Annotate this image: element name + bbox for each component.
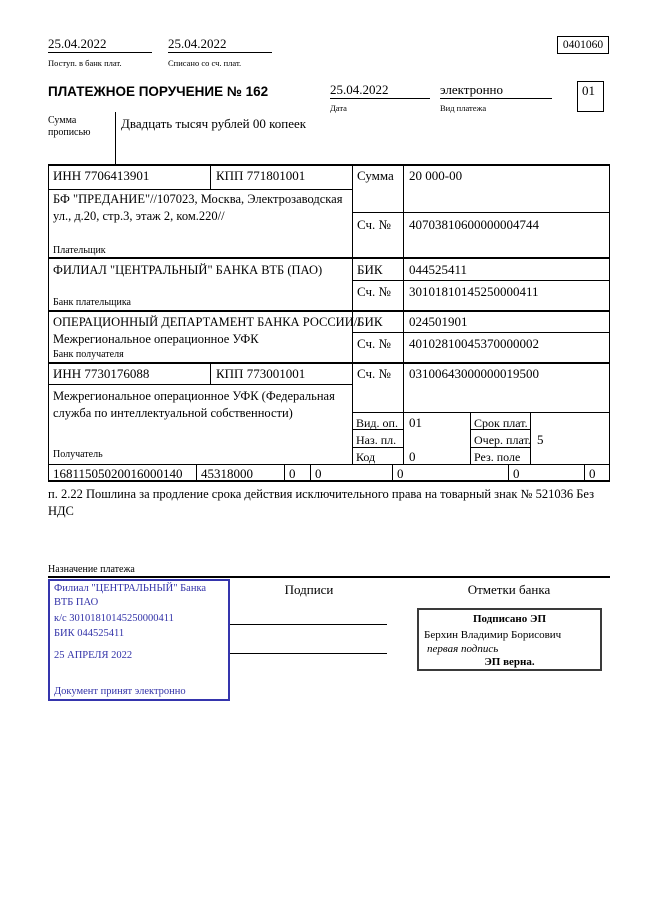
amount-in-words-label: Сумма прописью — [48, 115, 91, 138]
oktmo-code: 45318000 — [201, 466, 253, 481]
beneficiary-inn: ИНН 7730176088 — [53, 366, 150, 381]
kbk-code: 16811505020016000140 — [53, 466, 183, 481]
grid-line — [352, 412, 610, 413]
op-kind-value: 01 — [409, 415, 422, 430]
doc-number-code: 0 — [397, 466, 404, 481]
bank-acceptance-stamp — [48, 579, 230, 701]
signature-line — [230, 624, 387, 625]
payment-purpose-text: п. 2.22 Пошлина за продление срока действия исключительного права на товарный знак № 521036 Без НДС — [48, 487, 595, 518]
amount-label: Сумма — [357, 168, 394, 183]
payer-bank-account: 30101810145250000411 — [409, 284, 539, 299]
payer-bank-account-label: Сч. № — [357, 284, 391, 299]
grid-line — [310, 464, 311, 481]
beneficiary-caption: Получатель — [53, 449, 103, 460]
period-code: 0 — [315, 466, 322, 481]
esignature-signer: Берхин Владимир Борисович — [424, 629, 562, 641]
grid-line — [284, 464, 285, 481]
beneficiary-account: 03100643000000019500 — [409, 366, 539, 381]
received-in-bank-label: Поступ. в банк плат. — [48, 58, 122, 68]
payer-inn: ИНН 7706413901 — [53, 168, 150, 183]
stamp-corr-account: к/с 30101810145250000411 — [54, 613, 174, 624]
payer-account-label: Сч. № — [357, 217, 391, 232]
grid-line — [210, 362, 211, 385]
beneficiary-name: Межрегиональное операционное УФК (Федеральная служба по интеллектуальной собственности) — [53, 389, 335, 420]
payment-purpose-caption: Назначение платежа — [48, 564, 135, 575]
payment-kind-value: электронно — [440, 82, 552, 99]
stamp-bik: БИК 044525411 — [54, 628, 125, 639]
basis-code: 0 — [289, 466, 296, 481]
beneficiary-account-label: Сч. № — [357, 366, 391, 381]
grid-line — [352, 332, 610, 333]
status-code-box — [577, 81, 604, 112]
payer-bank-name: ФИЛИАЛ "ЦЕНТРАЛЬНЫЙ" БАНКА ВТБ (ПАО) — [53, 263, 323, 277]
type-code: 0 — [589, 466, 596, 481]
grid-line — [115, 112, 116, 165]
esignature-stamp — [417, 608, 602, 671]
grid-line — [48, 257, 610, 259]
debited-from-account-label: Списано со сч. плат. — [168, 58, 242, 68]
reserve-field-label: Рез. поле — [474, 450, 521, 464]
esignature-verified: ЭП верна. — [484, 656, 535, 668]
amount-in-words-value: Двадцать тысяч рублей 00 копеек — [121, 116, 307, 131]
beneficiary-bank-account: 40102810045370000002 — [409, 336, 539, 351]
priority-value: 5 — [537, 432, 544, 447]
op-kind-label: Вид. оп. — [356, 416, 398, 430]
grid-line — [584, 464, 585, 481]
grid-line — [48, 164, 610, 166]
priority-label: Очер. плат. — [474, 433, 531, 447]
document-date: 25.04.2022 — [330, 82, 430, 99]
grid-line — [508, 464, 509, 481]
payer-bank-bik: 044525411 — [409, 262, 468, 277]
grid-line — [352, 212, 610, 213]
grid-line — [48, 362, 610, 364]
grid-line — [48, 310, 610, 312]
bank-marks-heading: Отметки банка — [467, 582, 551, 597]
due-date-label: Срок плат. — [474, 416, 528, 430]
beneficiary-bank-bik-label: БИК — [357, 314, 383, 329]
payment-name-label: Наз. пл. — [356, 433, 397, 447]
form-code: 0401060 — [562, 39, 604, 51]
payer-caption: Плательщик — [53, 245, 106, 256]
grid-line — [48, 576, 610, 578]
amount-value: 20 000-00 — [409, 168, 463, 183]
form-code-box — [557, 36, 609, 54]
grid-line — [392, 464, 393, 481]
payer-name: БФ "ПРЕДАНИЕ"//107023, Москва, Электрозаводская ул., д.20, стр.3, этаж 2, ком.220// — [53, 192, 343, 223]
beneficiary-bank-account-label: Сч. № — [357, 336, 391, 351]
code-label: Код — [356, 450, 376, 464]
stamp-date: 25 АПРЕЛЯ 2022 — [54, 650, 133, 661]
payer-bank-caption: Банк плательщика — [53, 297, 131, 308]
code-value: 0 — [409, 449, 416, 464]
doc-date-code: 0 — [513, 466, 520, 481]
grid-line — [48, 189, 352, 190]
document-title: ПЛАТЕЖНОЕ ПОРУЧЕНИЕ № 162 — [48, 84, 269, 99]
received-in-bank-date: 25.04.2022 — [48, 36, 152, 53]
grid-line — [210, 164, 211, 190]
beneficiary-bank-caption: Банк получателя — [53, 349, 124, 360]
signature-line — [230, 653, 387, 654]
grid-line — [196, 464, 197, 481]
grid-line — [609, 164, 610, 482]
beneficiary-kpp: КПП 773001001 — [216, 366, 306, 381]
debited-from-account-date: 25.04.2022 — [168, 36, 272, 53]
esignature-title: Подписано ЭП — [472, 613, 547, 625]
grid-line — [470, 412, 471, 465]
signatures-heading: Подписи — [284, 582, 334, 597]
beneficiary-bank-bik: 024501901 — [409, 314, 468, 329]
stamp-bank-name: Филиал "ЦЕНТРАЛЬНЫЙ" Банка ВТБ ПАО — [54, 583, 207, 608]
payer-kpp: КПП 771801001 — [216, 168, 306, 183]
payer-account: 40703810600000004744 — [409, 217, 539, 232]
grid-line — [403, 164, 404, 465]
grid-line — [352, 280, 610, 281]
grid-line — [48, 164, 49, 482]
date-label: Дата — [330, 103, 347, 113]
payer-bank-bik-label: БИК — [357, 262, 383, 277]
payment-kind-label: Вид платежа — [440, 103, 487, 113]
grid-line — [48, 384, 352, 385]
beneficiary-bank-name: ОПЕРАЦИОННЫЙ ДЕПАРТАМЕНТ БАНКА РОССИИ//Межрегиональное операционное УФК — [53, 315, 361, 346]
stamp-note: Документ принят электронно — [54, 686, 186, 697]
esignature-role: первая подпись — [427, 643, 499, 655]
grid-line — [48, 464, 610, 465]
status-code: 01 — [582, 83, 595, 98]
